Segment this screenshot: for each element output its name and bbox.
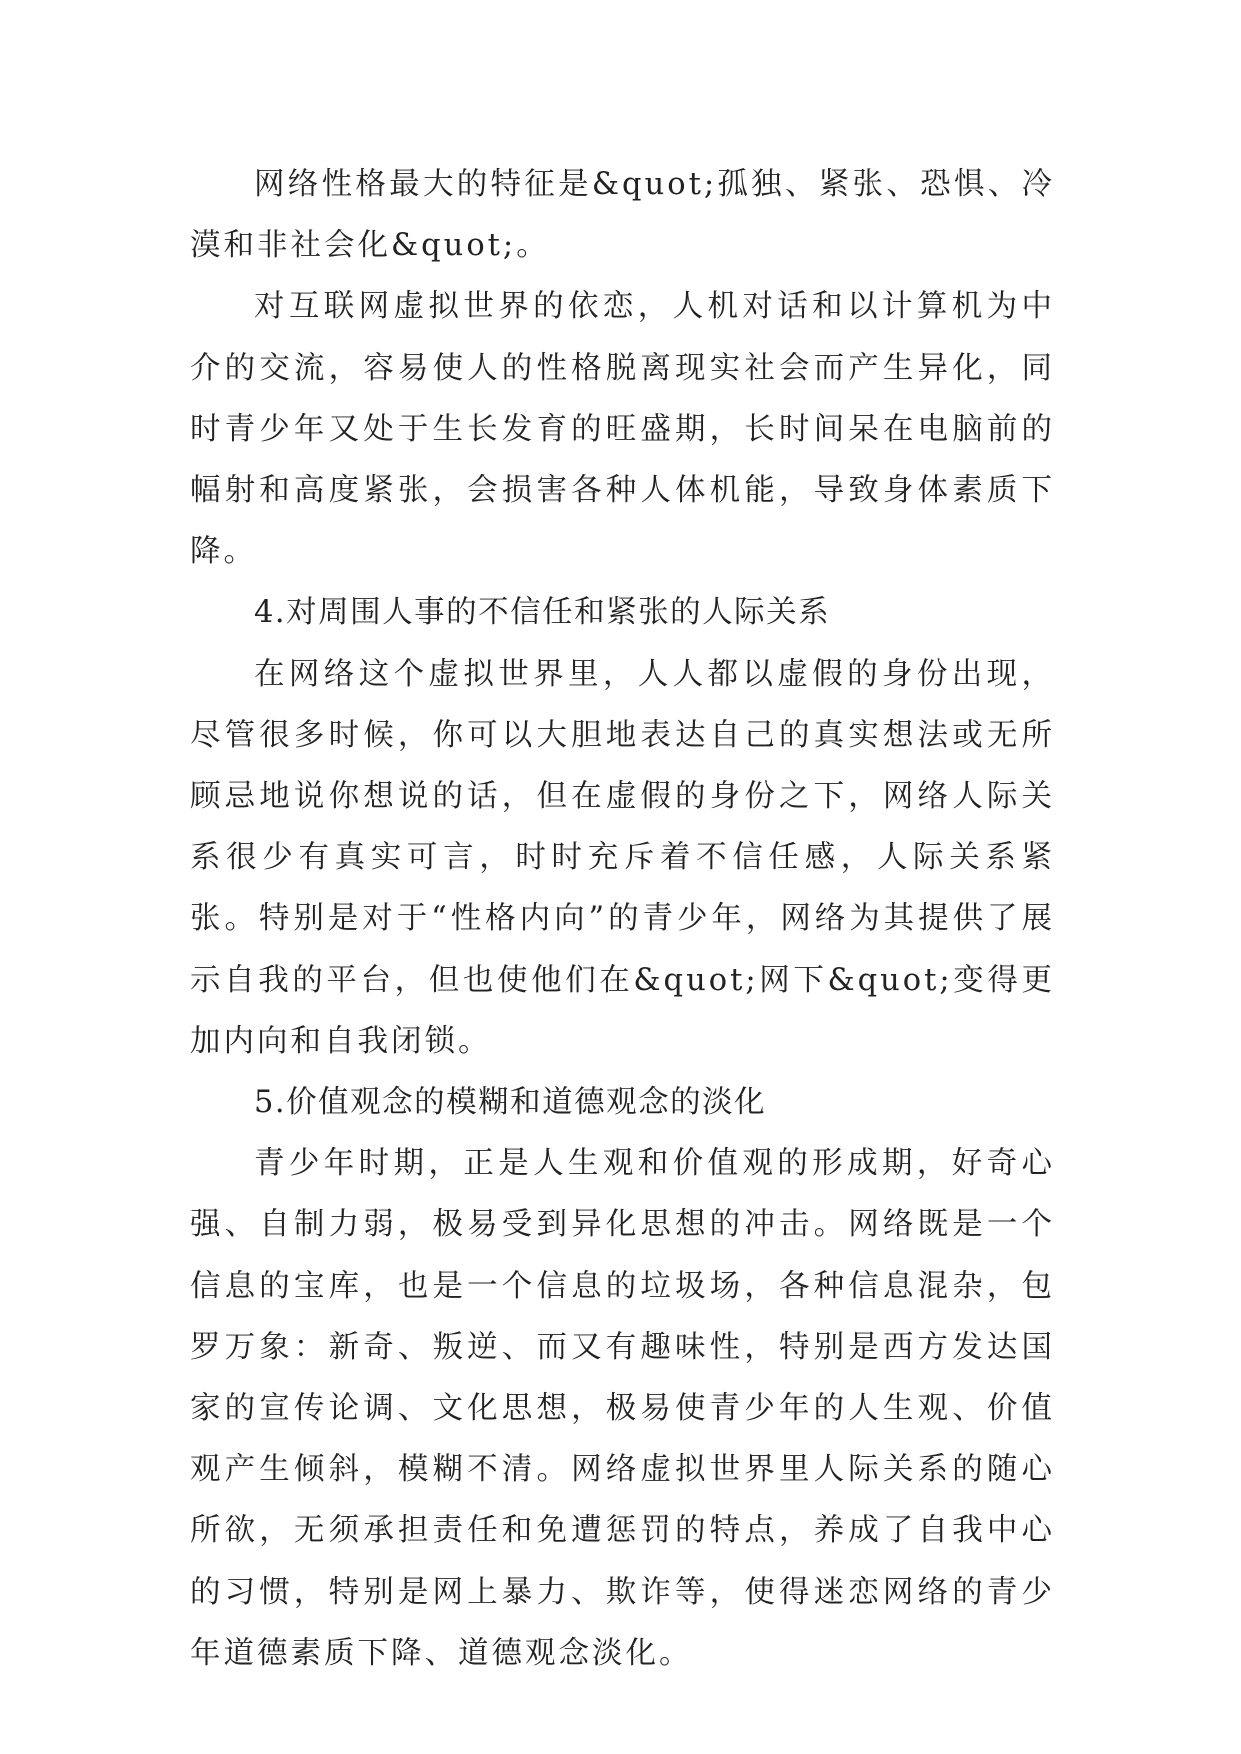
- document-body: [190, 154, 1055, 1684]
- paragraph-internet-dependence: 对互联网虚拟世界的依恋，人机对话和以计算机为中介的交流，容易使人的性格脱离现实社会而产生异化，同时青少年又处于生长发育的旺盛期，长时间呆在电脑前的幅射和高度紧张，会损害各种人体机能，导致身体素质下降。: [190, 289, 1055, 570]
- section-heading-4: 4.对周围人事的不信任和紧张的人际关系: [254, 595, 831, 631]
- paragraph-values: 青少年时期，正是人生观和价值观的形成期，好奇心强、自制力弱，极易受到异化思想的冲击。网络既是一个信息的宝库，也是一个信息的垃圾场，各种信息混杂，包罗万象：新奇、叛逆、而又有趣味性，特别是西方发达国家的宣传论调、文化思想，极易使青少年的人生观、价值观产生倾斜，模糊不清。网络虚拟世界里人际关系的随心所欲，无须承担责任和免遭惩罚的特点，养成了自我中心的习惯，特别是网上暴力、欺诈等，使得迷恋网络的青少年道德素质下降、道德观念淡化。: [190, 1146, 1055, 1671]
- paragraph-distrust: 在网络这个虚拟世界里，人人都以虚假的身份出现，尽管很多时候，你可以大胆地表达自己的真实想法或无所顾忌地说你想说的话，但在虚假的身份之下，网络人际关系很少有真实可言，时时充斥着不信任感，人际关系紧张。特别是对于“性格内向”的青少年，网络为其提供了展示自我的平台，但也使他们在&quot;网下&quot;变得更加内向和自我闭锁。: [190, 656, 1055, 1059]
- paragraph-network-personality: 网络性格最大的特征是&quot;孤独、紧张、恐惧、冷漠和非社会化&quot;。: [190, 167, 1055, 264]
- section-heading-5: 5.价值观念的模糊和道德观念的淡化: [254, 1085, 767, 1121]
